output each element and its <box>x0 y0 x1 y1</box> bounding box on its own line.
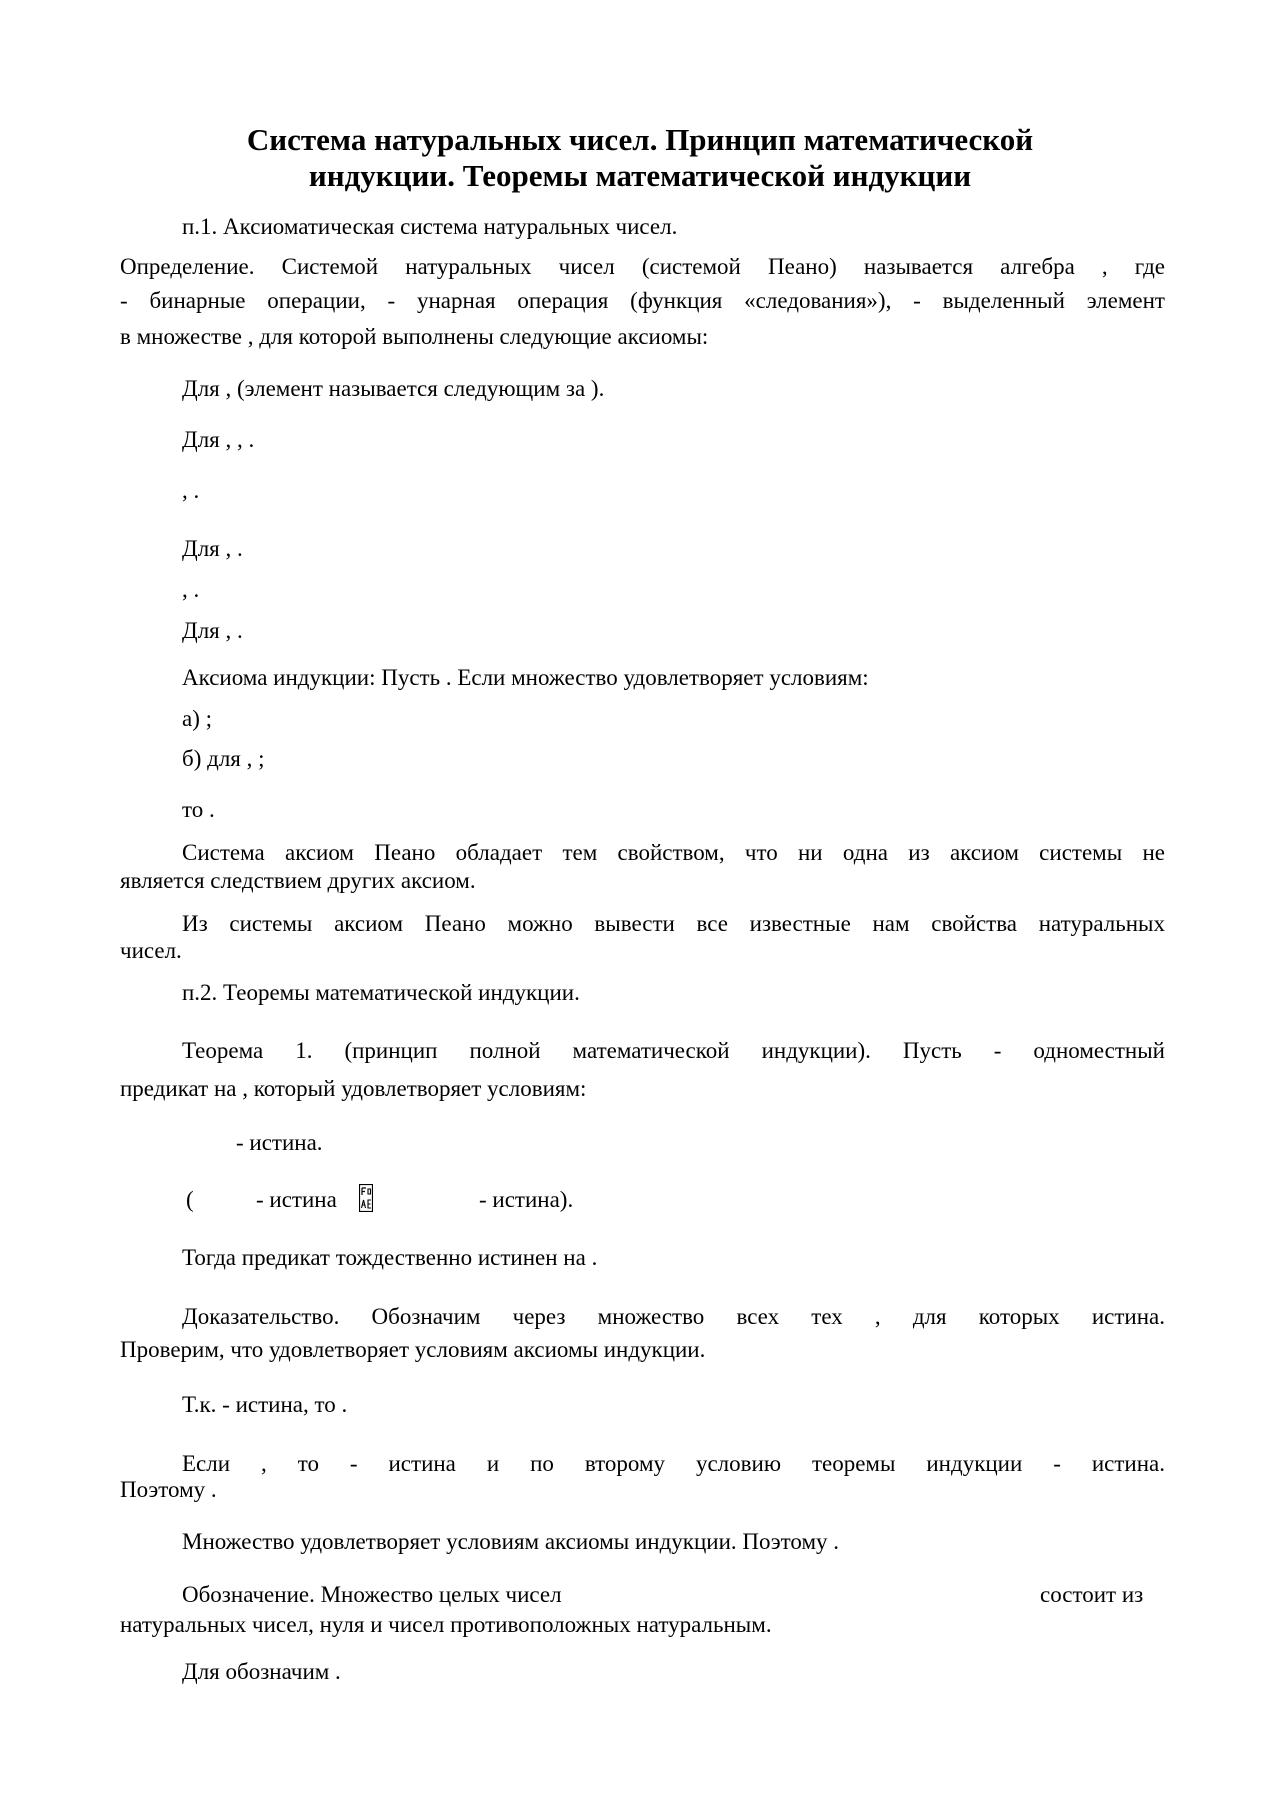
axiom-1: Для , (элемент называется следующим за ). <box>182 376 605 401</box>
proof-line-2: Проверим, что удовлетворяет условиям аксиомы индукции. <box>120 1337 706 1362</box>
proof-inductive-line-2: Поэтому . <box>120 1477 217 1502</box>
axiom-3: , . <box>182 478 200 503</box>
axiom-6: Для , . <box>182 618 243 643</box>
section-heading-1: п.1. Аксиоматическая система натуральных чисел. <box>182 214 678 239</box>
theorem-condition-1: - истина. <box>236 1130 323 1155</box>
proof-base-step: Т.к. - истина, то . <box>182 1392 348 1417</box>
peano-property-line-1: Система аксиом Пеано обладает тем свойством, что ни одна из аксиом системы не <box>182 840 1165 865</box>
axiom-2: Для , , . <box>182 427 255 452</box>
notation-for-denote: Для обозначим . <box>182 1659 341 1684</box>
page-title-line-1: Система натуральных чисел. Принцип математической <box>246 122 1034 157</box>
proof-conclusion: Множество удовлетворяет условиям аксиомы индукции. Поэтому . <box>182 1529 840 1554</box>
peano-property-line-2: является следствием других аксиом. <box>120 868 476 893</box>
theorem-1-line-1: Теорема 1. (принцип полной математической индукции). Пусть - одноместный <box>182 1038 1165 1063</box>
induction-conclusion: то . <box>182 797 215 822</box>
induction-axiom: Аксиома индукции: Пусть . Если множество удовлетворяет условиям: <box>182 665 869 690</box>
section-heading-2: п.2. Теоремы математической индукции. <box>182 980 580 1005</box>
notation-line-2: натуральных чисел, нуля и чисел противоположных натуральным. <box>120 1612 772 1637</box>
theorem-condition-2-end: - истина). <box>479 1187 574 1212</box>
proof-line-1: Доказательство. Обозначим через множество всех тех , для которых истина. <box>182 1304 1165 1329</box>
condition-a: а) ; <box>182 706 213 731</box>
condition-b: б) для , ; <box>182 746 265 771</box>
theorem-condition-2-open: ( <box>186 1187 194 1212</box>
theorem-conclusion: Тогда предикат тождественно истинен на . <box>182 1245 598 1270</box>
derive-line-2: чисел. <box>120 938 182 963</box>
notation-line-1-end: состоит из <box>1040 1582 1144 1607</box>
theorem-condition-2-mid: - истина <box>256 1187 337 1212</box>
derive-line-1: Из системы аксиом Пеано можно вывести все известные нам свойства натуральных <box>182 911 1165 936</box>
missing-glyph-icon <box>359 1184 373 1212</box>
theorem-1-line-2: предикат на , который удовлетворяет условиям: <box>120 1076 587 1101</box>
axiom-4: Для , . <box>182 536 243 561</box>
axiom-5: , . <box>182 577 200 602</box>
definition-line-2: - бинарные операции, - унарная операция (функция «следования»), - выделенный элемент <box>120 288 1165 313</box>
definition-line-1: Определение. Системой натуральных чисел (системой Пеано) называется алгебра , где <box>120 254 1165 279</box>
proof-inductive-line-1: Если , то - истина и по второму условию теоремы индукции - истина. <box>182 1451 1165 1476</box>
notation-line-1-start: Обозначение. Множество целых чисел <box>182 1582 562 1607</box>
page-title-line-2: индукции. Теоремы математической индукции <box>308 158 972 193</box>
definition-line-3: в множестве , для которой выполнены следующие аксиомы: <box>120 324 709 349</box>
